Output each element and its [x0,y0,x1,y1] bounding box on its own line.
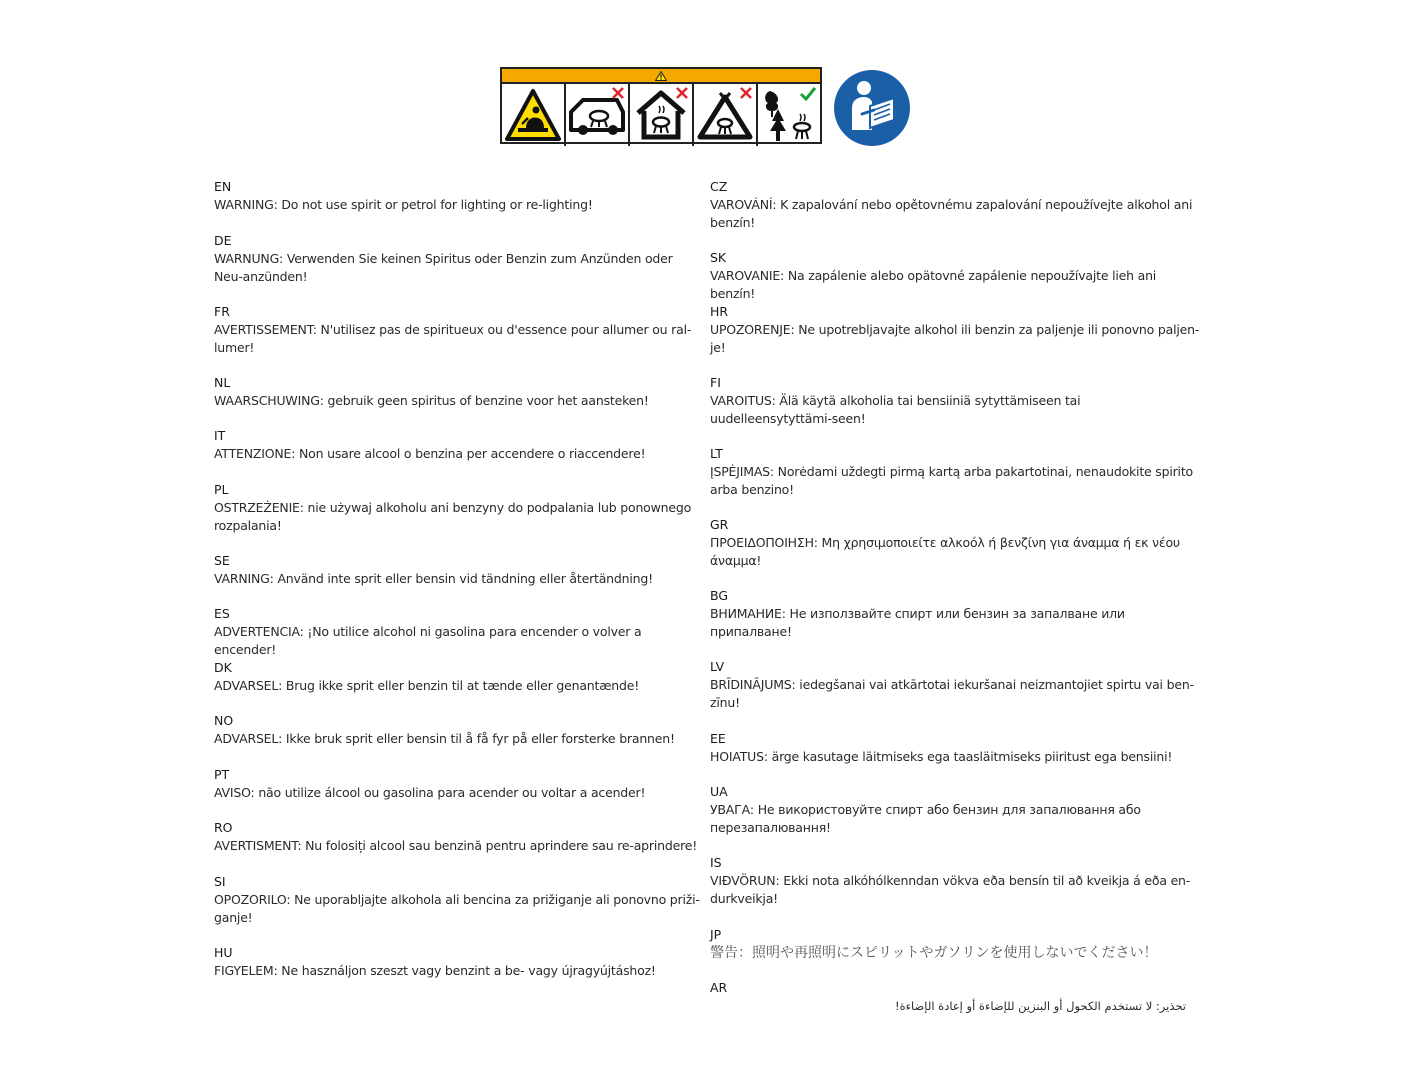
warning-text: ADVARSEL: Ikke bruk sprit eller bensin til å få fyr på eller forsterke brannen! [214,731,675,746]
warning-gr [710,516,1202,587]
warning-sk [710,249,1202,303]
warning-hu [214,944,704,984]
language-code: SI [214,874,226,889]
warning-lv [710,658,1202,730]
warning-text: تحذير: لا تستخدم الكحول أو البنزين للإضاءة أو إعادة الإضاءة! [895,999,1186,1013]
language-code: BG [710,588,729,603]
warning-lt [710,445,1202,516]
warning-text: ВНИМАНИЕ: Не използвайте спирт или бензин за запалване или припалване! [710,606,1125,639]
warning-en [214,178,704,232]
warning-text: ΠΡΟΕΙΔΟΠΟΙΗΣΗ: Μη χρησιμοποιείτε αλκοόλ ή βενζίνη για άναμμα ή εκ νέου άναμμα! [710,535,1180,568]
warning-text: УВАГА: Не використовуйте спирт або бензин для запалювання або перезапалювання! [710,802,1141,835]
green-checkmark-icon [799,86,817,102]
warning-ee [710,730,1202,783]
warning-text: VAROVANIE: Na zapálenie alebo opätovné zapálenie nepoužívajte lieh ani benzín! [710,268,1157,301]
warning-no [214,712,704,766]
warning-text: ATTENZIONE: Non usare alcool o benzina per accendere o riaccendere! [214,446,646,461]
language-code: HR [710,304,729,319]
language-code: NO [214,713,234,728]
warning-fr [214,303,704,374]
warning-text: HOIATUS: ärge kasutage läitmiseks ega taasläitmiseks piiritust ega bensiini! [710,749,1173,764]
language-code: LV [710,659,725,674]
red-cross-icon [611,86,625,100]
warning-fi [710,374,1202,445]
warning-text: OPOZORILO: Ne uporabljajte alkohola ali bencina za prižiganje ali ponovno priži-ganje! [214,892,700,925]
warning-text: UPOZORENJE: Ne upotrebljavajte alkohol ili benzin za paljenje ili ponovno paljen-je! [710,322,1200,355]
language-code: SK [710,250,727,265]
language-code: NL [214,375,231,390]
language-code: EN [214,179,232,194]
language-code: FR [214,304,230,319]
warning-es [214,605,704,659]
warning-text: FIGYELEM: Ne használjon szeszt vagy benzint a be- vagy újragyújtáshoz! [214,963,656,978]
warning-ro [214,819,704,873]
warning-nl [214,374,704,427]
no-grill-in-tent-cell [694,84,758,146]
warning-text: ADVERTENCIA: ¡No utilice alcohol ni gasolina para encender o volver a encender! [214,624,642,657]
warning-ar [710,979,1202,1019]
red-cross-icon [675,86,689,100]
language-code: GR [710,517,729,532]
grill-outdoors-allowed-cell [758,84,820,146]
warning-pictogram-strip [500,67,822,144]
warning-text: 警告：照明や再照明にスピリットやガソリンを使用しないでください！ [710,945,1158,961]
language-code: PT [214,767,230,782]
language-code: DE [214,233,232,248]
language-code: RO [214,820,233,835]
language-code: FI [710,375,721,390]
warning-text: ADVARSEL: Brug ikke sprit eller benzin til at tænde eller genantænde! [214,678,640,693]
language-code: UA [710,784,728,799]
no-grill-in-vehicle-cell [566,84,630,146]
warning-it [214,427,704,481]
warning-cz [710,178,1202,249]
warning-text: AVERTISSEMENT: N'utilisez pas de spiritueux ou d'essence pour allumer ou ral-lumer! [214,322,692,355]
language-code: DK [214,660,232,675]
warning-text: OSTRZEŻENIE: nie używaj alkoholu ani benzyny do podpalania lub ponownego rozpalania! [214,500,692,533]
language-code: AR [710,980,728,995]
pictogram-header-bar [502,69,820,84]
warning-triangle-cell [502,84,566,146]
small-warning-triangle-icon [655,71,667,81]
language-code: IT [214,428,226,443]
warning-si [214,873,704,944]
warning-pt [214,766,704,819]
language-code: CZ [710,179,728,194]
warning-text: VAROITUS: Älä käytä alkoholia tai bensiiniä sytyttämiseen tai uudelleensytyttämi-seen! [710,393,1081,426]
red-cross-icon [739,86,753,100]
warning-text: VAROVÁNÍ: K zapalování nebo opětovnému zapalování nepoužívejte alkohol ani benzín! [710,197,1193,230]
warning-ua [710,783,1202,854]
language-code: IS [710,855,722,870]
warning-de [214,232,704,303]
no-grill-indoors-cell [630,84,694,146]
language-code: ES [214,606,230,621]
warning-text: VIÐVÖRUN: Ekki nota alkóhólkenndan vökva eða bensín til að kveikja á eða en-durkveikja! [710,873,1191,906]
warning-text: VARNING: Använd inte sprit eller bensin vid tändning eller återtändning! [214,571,653,586]
language-code: EE [710,731,726,746]
language-code: SE [214,553,230,568]
warning-text: BRĪDINĀJUMS: iedegšanai vai atkārtotai iekuršanai neizmantojiet spirtu vai ben-zīnu! [710,677,1194,710]
language-code: HU [214,945,233,960]
language-code: PL [214,482,229,497]
warning-text: WARNUNG: Verwenden Sie keinen Spiritus oder Benzin zum Anzünden oder Neu-anzünden! [214,251,673,284]
warning-text: WAARSCHUWING: gebruik geen spiritus of benzine voor het aansteken! [214,393,649,408]
warnings-left-column [214,178,704,984]
warning-dk [214,659,704,712]
warnings-right-column [710,178,1202,1019]
warning-jp [710,926,1202,979]
warning-text: AVERTISMENT: Nu folosiți alcool sau benzină pentru aprindere sau re-aprindere! [214,838,698,853]
warning-bg [710,587,1202,658]
warning-text: WARNING: Do not use spirit or petrol for lighting or re-lighting! [214,197,593,212]
warning-is [710,854,1202,926]
language-code: JP [710,927,722,942]
warning-hr [710,303,1202,374]
warning-text: ĮSPĖJIMAS: Norėdami uždegti pirmą kartą arba pakartotinai, nenaudokite spirito arba benzino! [710,464,1193,497]
language-code: LT [710,446,723,461]
warning-triangle-icon [504,88,562,142]
read-manual-icon [834,70,910,146]
warning-se [214,552,704,605]
warning-text: AVISO: não utilize álcool ou gasolina para acender ou voltar a acender! [214,785,646,800]
warning-pl [214,481,704,552]
